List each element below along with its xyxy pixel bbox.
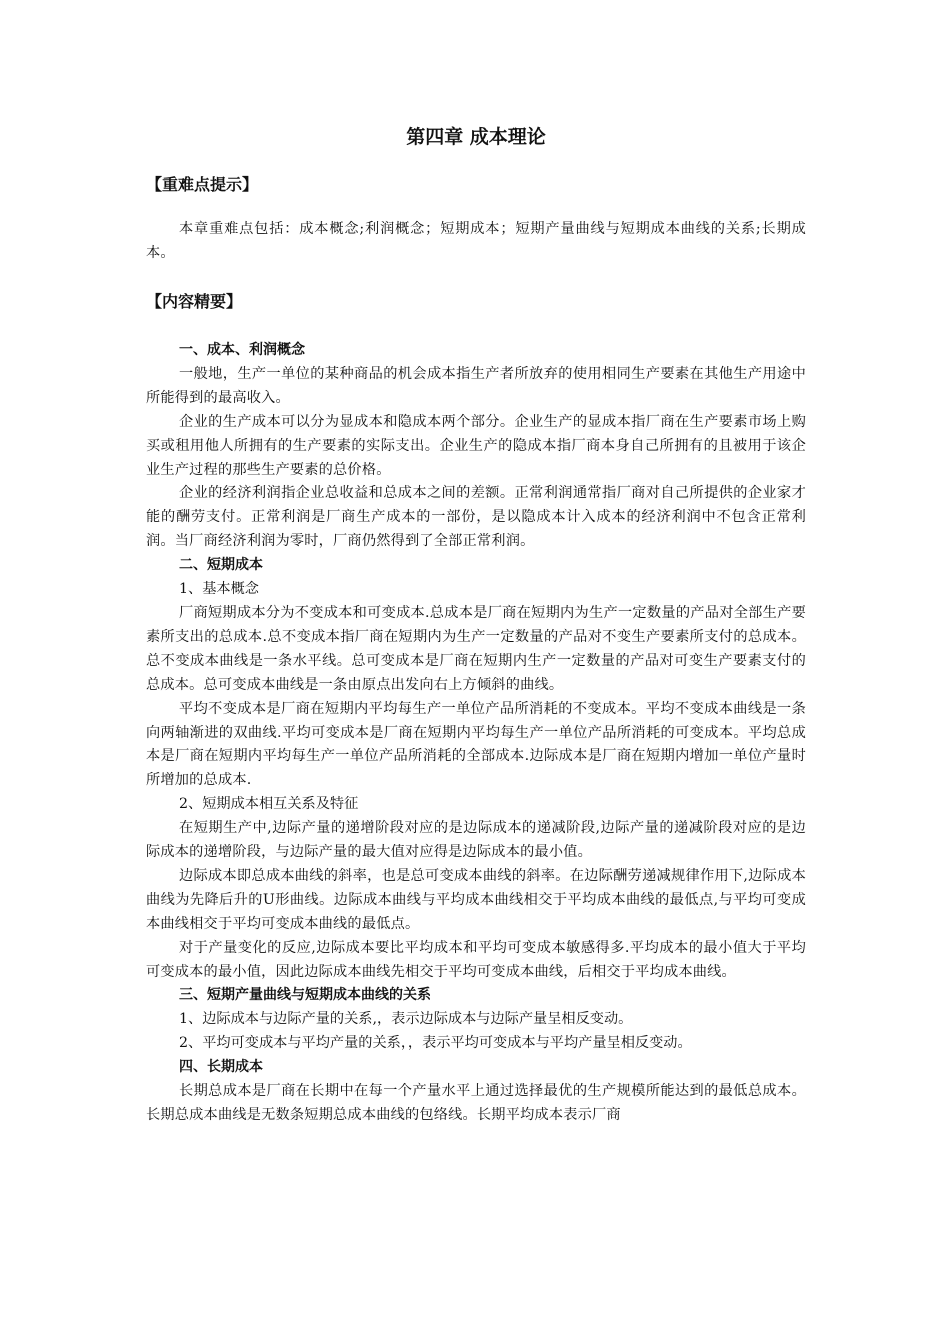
section-4-heading: 四、长期成本: [179, 1059, 263, 1076]
key-points-heading: 【重难点提示】: [146, 175, 259, 194]
section-2-paragraph-2: 平均不变成本是厂商在短期内平均每生产一单位产品所消耗的不变成本。平均不变成本曲线是一条向两轴渐进的双曲线.平均可变成本是厂商在短期内平均每生产一单位产品所消耗的可变成本。平均总成本是厂商在短期内平均每生产一单位产品所消耗的全部成本.边际成本是厂商在短期内增加一单位产量时所增加的总成本.: [146, 700, 806, 789]
chapter-title: 第四章 成本理论: [406, 126, 546, 148]
section-1-heading: 一、成本、利润概念: [179, 342, 305, 358]
section-2-paragraph-4: 边际成本即总成本曲线的斜率，也是总可变成本曲线的斜率。在边际酬劳递减规律作用下,边际成本曲线为先降后升的U形曲线。边际成本曲线与平均成本曲线相交于平均成本曲线的最低点,与平均可变成本曲线相交于平均可变成本曲线的最低点。: [146, 867, 806, 932]
section-3-heading: 三、短期产量曲线与短期成本曲线的关系: [179, 987, 431, 1004]
key-points-block: [146, 218, 806, 266]
section-1-paragraph-1: 一般地，生产一单位的某种商品的机会成本指生产者所放弃的使用相同生产要素在其他生产用途中所能得到的最高收入。: [146, 365, 806, 406]
section-2-paragraph-3: 在短期生产中,边际产量的递增阶段对应的是边际成本的递减阶段,边际产量的递减阶段对应的是边际成本的递增阶段，与边际产量的最大值对应得是边际成本的最小值。: [146, 820, 806, 861]
section-2-heading: 二、短期成本: [179, 557, 263, 574]
section-2-subheading-2: 2、短期成本相互关系及特征: [179, 796, 359, 813]
content-heading: 【内容精要】: [146, 292, 243, 311]
content-body: [146, 339, 806, 1128]
section-3-item-1: 1、边际成本与边际产量的关系,，表示边际成本与边际产量呈相反变动。: [179, 1011, 633, 1028]
section-2-paragraph-5: 对于产量变化的反应,边际成本要比平均成本和平均可变成本敏感得多.平均成本的最小值大于平均可变成本的最小值，因此边际成本曲线先相交于平均可变成本曲线，后相交于平均成本曲线。: [146, 939, 806, 980]
section-3-item-2: 2、平均可变成本与平均产量的关系，，表示平均可变成本与平均产量呈相反变动。: [179, 1035, 692, 1052]
section-1-paragraph-2: 企业的生产成本可以分为显成本和隐成本两个部分。企业生产的显成本指厂商在生产要素市场上购买或租用他人所拥有的生产要素的实际支出。企业生产的隐成本指厂商本身自己所拥有的且被用于该企业生产过程的那些生产要素的总价格。: [146, 413, 806, 478]
section-1-paragraph-3: 企业的经济利润指企业总收益和总成本之间的差额。正常利润通常指厂商对自己所提供的企业家才能的酬劳支付。正常利润是厂商生产成本的一部份，是以隐成本计入成本的经济利润中不包含正常利润。当厂商经济利润为零时，厂商仍然得到了全部正常利润。: [146, 485, 806, 550]
section-4-paragraph-1: 长期总成本是厂商在长期中在每一个产量水平上通过选择最优的生产规模所能达到的最低总成本。长期总成本曲线是无数条短期总成本曲线的包络线。长期平均成本表示厂商: [146, 1083, 806, 1123]
section-2-subheading-1: 1、基本概念: [179, 581, 259, 598]
section-2-paragraph-1: 厂商短期成本分为不变成本和可变成本.总成本是厂商在短期内为生产一定数量的产品对全部生产要素所支出的总成本.总不变成本指厂商在短期内为生产一定数量的产品对不变生产要素所支付的总成本。总不变成本曲线是一条水平线。总可变成本是厂商在短期内生产一定数量的产品对可变生产要素支付的总成本。总可变成本曲线是一条由原点出发向右上方倾斜的曲线。: [146, 604, 806, 693]
key-points-text: 本章重难点包括：成本概念;利润概念；短期成本；短期产量曲线与短期成本曲线的关系;长期成本。: [146, 221, 806, 261]
